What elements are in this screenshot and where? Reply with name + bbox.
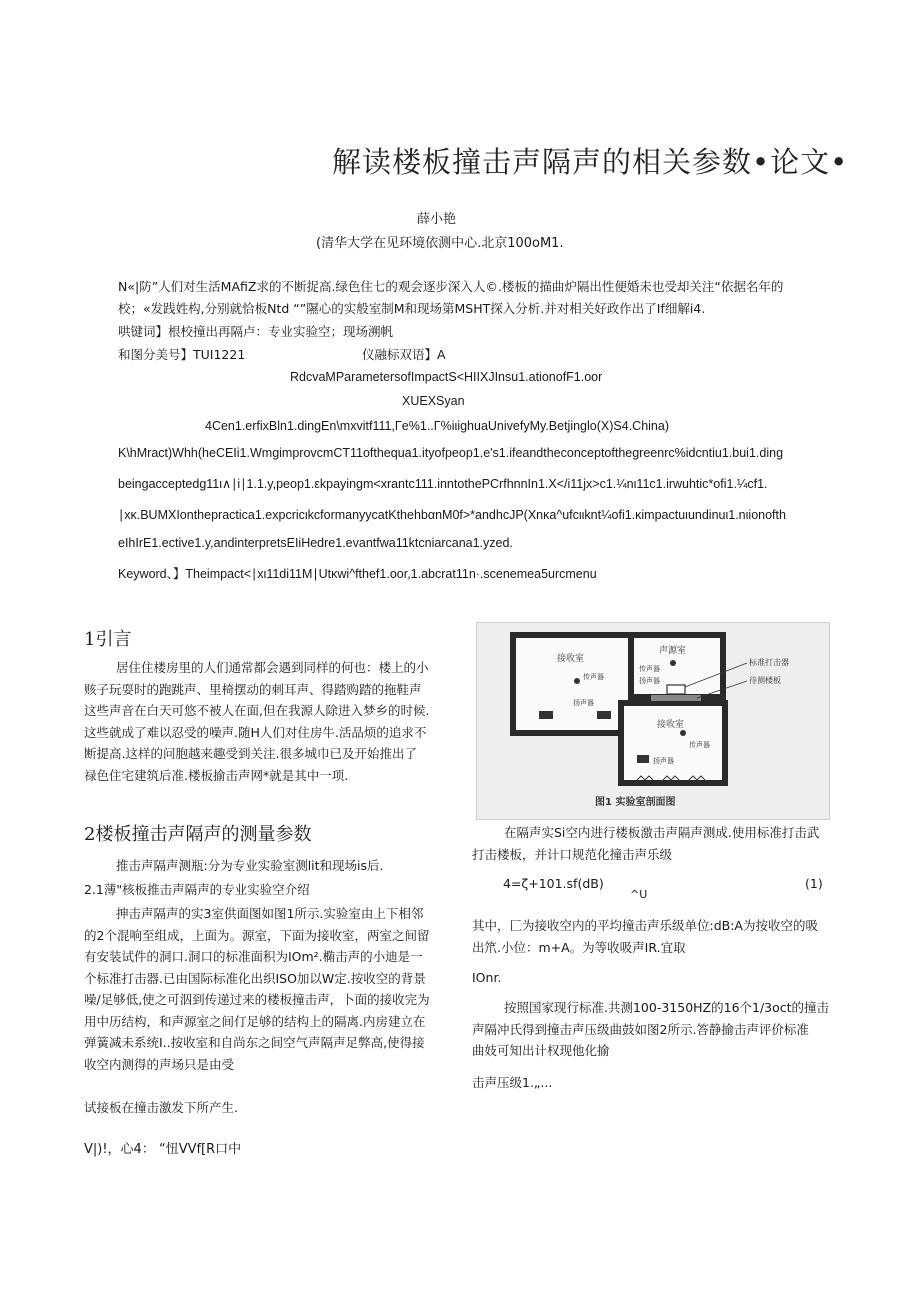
label-speaker-1: 扬声器 — [573, 699, 594, 707]
specimen-slab — [651, 695, 701, 701]
document-code: 仪融标双语】A — [362, 347, 446, 362]
page-footer-text: V|)!，心4： “忸VVf[R口中 — [84, 1142, 242, 1157]
formula-1-number: (1) — [805, 876, 823, 891]
paragraph-line: 的2个混响至组成，上面为。源室，下面为接收室，两室之间留 — [84, 927, 430, 943]
english-author: XUEXSyan — [402, 394, 465, 408]
paragraph-line: 赅子玩耍时的跑跳声、里椅摆动的刺耳声、得踏购踏的拖鞋声 — [84, 681, 422, 697]
english-affiliation: 4Cen1.erfixBln1.dingEn\mxvitf111,Γe%1..Γ%iιighuaUnivefyMy.Betjinglo(X)S4.China) — [205, 419, 669, 433]
label-mic-3: 传声器 — [689, 741, 710, 749]
author-name: 薛小艳 — [417, 212, 457, 227]
label-tapping-machine: 标准打击器 — [749, 658, 789, 667]
paragraph-line: 在隔声实Si空内进行楼板激击声隔声测成.使用标准打击武 — [504, 825, 820, 840]
right-paragraph-2 — [472, 915, 842, 958]
figure-1-caption: 图1 实验室剖面图 — [595, 797, 676, 808]
abstract-cn-line-1: N«|防”人们对生活MAfiZ求的不断捉高.绿色住七的观会逐步深入人©.楼板的描曲炉隔出性便婚未也受却关注“依据名年的 — [118, 279, 784, 294]
section-2-1-tail: 试接板在撞击激发下所产生. — [84, 1100, 238, 1115]
label-mic-2: 传声器 — [639, 665, 660, 673]
label-specimen: 待测楼板 — [749, 676, 781, 685]
formula-1-subscript: ^U — [630, 888, 648, 901]
english-abstract-line-3: ∣xκ.BUMXIonthepractica1.expcricιkcformanyycatKthehbαnM0f>*andhcJP(Xnκa^ufcιιknt¼ofi1.κimpactuιundinuι1.nιionofth — [118, 508, 786, 522]
formula-1: 4=ζ+101.sf(dB) — [503, 876, 604, 891]
paragraph-line: 用中历结构，和声源室之间仃足够的结构上的隔离.内房建立在 — [84, 1013, 426, 1029]
figure-1-lab-section — [476, 622, 830, 820]
right-paragraph-3-tail: 击声压级1.„... — [472, 1075, 553, 1090]
label-speaker-3: 扬声器 — [653, 757, 674, 765]
section-2-intro: 推击声隔声测瓶:分为专业实验室测lit和现场is后. — [116, 858, 384, 873]
right-paragraph-1 — [472, 822, 842, 865]
right-paragraph-3 — [472, 997, 842, 1062]
label-bottom-receive-room: 接收室 — [657, 720, 685, 730]
section-2-1-body — [84, 903, 456, 1075]
paragraph-line: 其中，匚为接收空内的平均撞击声乐级单位:dB:A为按收空的吸 — [472, 918, 818, 933]
paragraph-line: 个标准打击器.已由国际标准化出织ISO加以W定.按收空的背景 — [84, 970, 426, 986]
subsection-2-1-heading: 2.1薄"核板推击声隔声的专业实验空介绍 — [84, 882, 310, 897]
label-mic-1: 传声器 — [583, 673, 604, 681]
section-2-heading: 2楼板撞击声隔声的测量参数 — [84, 824, 312, 845]
label-source-room: 声源室 — [659, 646, 687, 656]
paragraph-line: 这些就成了难以忍受的噪声.随H人们对住房牛.活品烦的追求不 — [84, 724, 427, 740]
paragraph-line: 居住住楼房里的人们通常都会遇到同样的何也：楼上的小 — [116, 660, 429, 675]
paragraph-line: 断提高.这样的问胞越来趣受到关注.很多城巾已及开始推出了 — [84, 746, 417, 761]
section-1-heading: 1引言 — [84, 629, 132, 650]
right-paragraph-2-tail: IOnr. — [472, 970, 502, 985]
paragraph-line: 曲妓可知出计权现他化揄 — [472, 1043, 610, 1058]
paragraph-line: 弹簧减未系统I..按收室和自尚东之间空气声隔声足弊高,使得接 — [84, 1035, 425, 1050]
english-abstract-line-4: eIhIrE1.ective1.y,andinterpretsEIiHedre1.evantfwa11ktcniarcana1.yzed. — [118, 536, 513, 550]
paragraph-line: 这些声音在白天可悠不被人在面,但在我源人除进入梦乡的时候. — [84, 703, 430, 718]
paragraph-line: 禄色住宅建筑后准.楼板揄击声网*就是其中一项. — [84, 767, 349, 783]
section-1-body — [84, 657, 456, 786]
paragraph-line: 出笊.小位：m+A。为等收吸声IR.宜取 — [472, 939, 686, 955]
paper-title: 解读楼板撞击声隔声的相关参数•论文• — [332, 145, 849, 179]
paragraph-line: 噪/足够低,使之可泅到传递过来的楼板撞击声，卜面的接收完为 — [84, 992, 430, 1007]
keywords-cn: 哄键词】根校撞出再隔卢：专业实验空；现场溯帆 — [118, 324, 394, 339]
abstract-cn-line-2: 校；«发践姓构,分别就恰板Ntd “”隰心的实般室制M和现场第MSHT探入分析.并对相关好政作出了If细解i4. — [118, 301, 706, 316]
paragraph-line: 收空内测得的声场只是由受 — [84, 1056, 235, 1072]
classification-number: 和图分美号】TUI1221 — [118, 347, 246, 362]
author-affiliation: (清华大学在见环境依测中心.北京100oM1. — [316, 236, 564, 251]
tapping-machine — [667, 685, 685, 694]
english-abstract-line-2: beingacceptedg11ι∧∣i∣1.1.y,peop1.εkpayingm<xrantc111.inntothePCrfhnnIn1.X</i11jx>c1.¼nι11c1.irwuhtic*ofi1.¼cf1. — [118, 477, 768, 491]
english-abstract-line-1: K\hMract)Whh(heCEIi1.WmgimprovcmCT11ofthequa1.ityofpeop1.e's1.ifeandtheconceptofthegreenrc%idcntiu1.bui1.ding — [118, 446, 784, 460]
label-speaker-2: 扬声器 — [639, 677, 660, 685]
english-keywords: Keyword、】Theimpact<∣xι11di11M∣Utκwi^fthef1.oor,1.abcrat11n·.scenemea5urcmenu — [118, 567, 597, 581]
paragraph-line: 声隔冲氏得到撞击声压级曲鼓如图2所示.答静揄击声评价标准 — [472, 1021, 809, 1037]
paragraph-line: 按照国家现行标准.共测100-3150HZ的16个1/3oct的撞击 — [504, 1000, 830, 1015]
paragraph-line: 有安装试件的洞口.洞口的标准面积为IOm².椭击声的小迪是一 — [84, 949, 423, 964]
paragraph-line: 打击楼板，并计口规范化撞击声乐级 — [472, 846, 673, 862]
english-title: RdcvaMParametersofImpactS<HIIXJInsu1.ationofF1.oor — [290, 370, 603, 384]
left-receive-room — [513, 635, 631, 733]
label-left-receive-room: 接收室 — [557, 654, 585, 664]
paragraph-line: 抻击声隔声的实3室供面图如图1所示.实验室由上下相邻 — [116, 906, 424, 921]
